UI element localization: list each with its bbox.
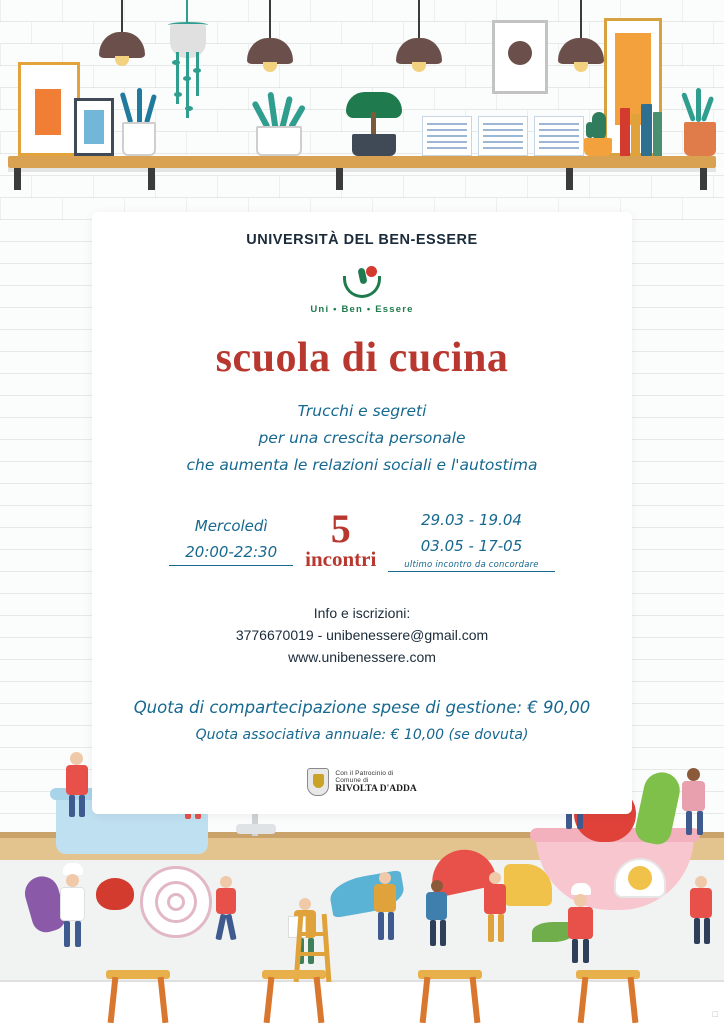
shelf-bracket-1 (14, 168, 21, 190)
shelf-bracket-3 (336, 168, 343, 190)
subtitle-line-2: per una crescita personale (258, 429, 466, 447)
logo-wordmark: Uni • Ben • Essere (310, 304, 414, 315)
sessions-number: 5 (330, 506, 351, 551)
schedule-day: Mercoledì (194, 517, 268, 535)
dates-line-1: 29.03 - 19.04 (421, 511, 522, 529)
schedule-time: 20:00-22:30 (185, 543, 278, 561)
schedule-day-time (169, 513, 293, 566)
stool (418, 927, 482, 1023)
patronage-comune: Comune di (335, 777, 369, 784)
crest-icon (307, 768, 329, 796)
shelf-shadow (8, 168, 716, 172)
stool (576, 927, 640, 1023)
sessions-label: incontri (305, 547, 377, 571)
sink-basin (236, 824, 276, 834)
dates-line-2: 03.05 - 17-05 (420, 537, 523, 555)
page-title: scuola di cucina (215, 335, 509, 381)
sessions-count (293, 506, 388, 571)
shelf-bracket-5 (700, 168, 707, 190)
fees-block (92, 694, 632, 748)
schedule-dates (388, 507, 554, 572)
poster-card (92, 212, 632, 814)
picture-frame-2 (74, 98, 114, 156)
subtitle-line-1: Trucchi e segreti (297, 402, 427, 420)
contact-block (92, 602, 632, 668)
contact-details[interactable]: 3776670019 - unibenessere@gmail.com (235, 627, 489, 643)
corner-watermark: □ (712, 1009, 718, 1019)
subtitle-line-3: che aumenta le relazioni sociali e l'autostima (186, 456, 538, 474)
tomato-illustration (96, 878, 134, 910)
picture-frame-3 (492, 20, 548, 94)
fee-participation: Quota di compartecipazione spese di gestione: € 90,00 (133, 698, 591, 717)
stool (262, 927, 326, 1023)
subtitle-block (92, 398, 632, 479)
patronage-block (92, 768, 632, 796)
contact-website[interactable]: www.unibenessere.com (288, 649, 436, 665)
wall-shelf (8, 156, 716, 168)
logo (92, 266, 632, 318)
patronage-text (335, 770, 416, 794)
patronage-city: RIVOLTA D'ADDA (335, 784, 417, 794)
shelf-bracket-2 (148, 168, 155, 190)
logo-icon (339, 266, 385, 300)
dates-note: ultimo incontro da concordare (404, 560, 539, 570)
patronage-label: Con il Patrocinio di (335, 770, 394, 777)
fee-membership: Quota associativa annuale: € 10,00 (se dovuta) (195, 727, 529, 743)
shelf-bracket-4 (566, 168, 573, 190)
stool (106, 927, 170, 1023)
contact-heading: Info e iscrizioni: (313, 605, 411, 621)
picture-frame-1 (18, 62, 80, 156)
schedule-block (92, 507, 632, 572)
organization-title: UNIVERSITÀ DEL BEN-ESSERE (246, 232, 478, 248)
